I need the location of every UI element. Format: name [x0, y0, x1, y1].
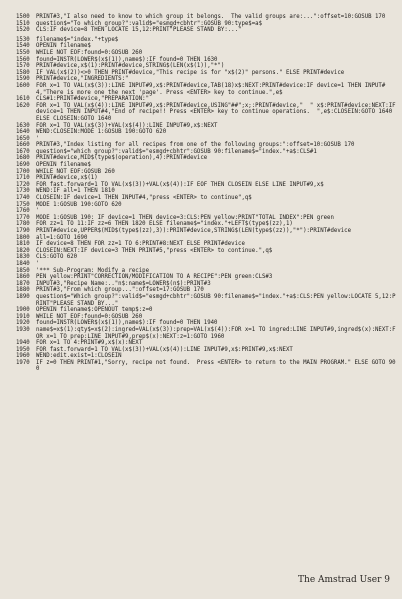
line-number: 1500 [16, 14, 30, 20]
line-number: 1620 [16, 102, 30, 109]
line-number: 1800 [16, 234, 30, 241]
line-code: WHILE NOT EOF:found=0:GOSUB 260 [36, 313, 143, 320]
line-number: 1580 [16, 69, 30, 76]
line-code: FOR zz=1 TO 11:IF zz=6 THEN 1820 ELSE filename$="index."+LEFT$(type$(zz),1) [36, 221, 293, 228]
listing-line [16, 123, 396, 130]
line-code: PEN yellow:PRINT"CORRECTION/MODIFICATION TO A RECIPE":PEN green:CLS#3 [36, 274, 273, 281]
line-code: PRINT#3,"I also need to know to which group it belongs. The valid groups are:...":offset=10:GOSUB 170 [36, 14, 386, 20]
listing-line [16, 57, 396, 64]
listing-line [16, 307, 396, 314]
line-number: 1960 [16, 353, 30, 360]
line-code: PRINT#device,"INGREDIENTS:" [36, 76, 129, 83]
line-number: 1530 [16, 36, 30, 43]
listing-line [16, 169, 396, 176]
listing-line [16, 76, 396, 83]
listing-line [16, 274, 396, 281]
listing-line [16, 96, 396, 103]
listing-line [16, 21, 396, 28]
listing-line [16, 50, 396, 57]
listing-line [16, 353, 396, 360]
line-code: FOR fast.forward=1 TO VAL(x$(3))+VAL(x$(4)):LINE INPUT#9,x$:PRINT#9,x$:NEXT [36, 346, 293, 353]
listing-line [16, 129, 396, 136]
listing-line [16, 188, 396, 195]
line-number: 1710 [16, 175, 30, 182]
listing-line [16, 228, 396, 235]
line-code: ' [36, 135, 40, 142]
line-number: 1920 [16, 320, 30, 327]
listing-line [16, 360, 396, 373]
line-number: 1790 [16, 228, 30, 234]
line-code: ' [36, 208, 40, 215]
line-code: FOR fast.forward=1 TO VAL(x$(3))+VAL(x$(4)):IF EOF THEN CLOSEIN ELSE LINE INPUT#9,x$ [36, 181, 324, 188]
line-code: FOR x=1 TO VAL(x$(4)):LINE INPUT#9,x$:PRINT#device,USING"##";x;:PRINT#device," " x$:PRINT#device:NEXT:IF device=1 THEN INPUT#4,"End of recipe!! Press <ENTER> key to continue operations. ",e$:CLOSEIN:GOTO 1640 ELSE CLOSEIN:GOTO 1640 [36, 102, 399, 122]
line-number: 1930 [16, 326, 30, 333]
listing-line [16, 27, 396, 34]
line-code: OPENIN filename$ [36, 162, 91, 169]
line-number: 1860 [16, 274, 30, 281]
line-number: 1570 [16, 63, 30, 70]
line-number: 1750 [16, 201, 30, 208]
listing-line [16, 14, 396, 21]
line-code: WEND:CLOSEIN:MODE 1:GOSUB 190:GOTO 620 [36, 129, 167, 136]
line-code: found=INSTR(LOWER$(x$(1)),name$):IF found=0 THEN 1630 [36, 56, 218, 63]
listing-line [16, 347, 396, 354]
line-code: CLOSEIN:NEXT:IF device=3 THEN PRINT#5,"press <ENTER> to continue.",q$ [36, 247, 273, 254]
line-code: '*** Sub-Program: Modify a recipe [36, 267, 149, 274]
line-code: INPUT#3,"Recipe Name:.."n$:name$=LOWER$(n$):PRINT#3 [36, 280, 211, 287]
listing-line [16, 195, 396, 202]
line-code: WHILE NOT EOF:GOSUB 260 [36, 168, 115, 175]
listing-line [16, 155, 396, 162]
line-number: 1600 [16, 82, 30, 89]
page-footer: The Amstrad User 9 [298, 575, 390, 585]
line-number: 1730 [16, 188, 30, 195]
listing-line [16, 320, 396, 327]
listing-line [16, 241, 396, 248]
line-code: CLS#1:PRINT#device,"PREPARATION:" [36, 96, 149, 103]
line-number: 1720 [16, 181, 30, 188]
line-code: IF VAL(x$(2))<>0 THEN PRINT#device,"This recipe is for "x$(2)" persons." ELSE PRINT#device [36, 69, 345, 76]
line-code: question$="To which group?":valid$="esmgd+cbhtr":GOSUB 90:type$=a$ [36, 20, 262, 27]
listing-line [16, 142, 396, 149]
line-number: 1520 [16, 27, 30, 34]
line-code: FOR x=1 TO 4:PRINT#9,x$(x):NEXT [36, 340, 143, 347]
line-number: 1850 [16, 267, 30, 274]
listing-line [16, 149, 396, 156]
line-code: MODE 1:GOSUB 190: IF device=1 THEN device=3:CLS:PEN yellow:PRINT"TOTAL INDEX":PEN green [36, 214, 334, 221]
line-code: WEND:edit.exist=1:CLOSEIN [36, 353, 122, 360]
line-code: FOR x=1 TO VAL(x$(3))+VAL(x$(4)):LINE INPUT#9,x$:NEXT [36, 122, 218, 129]
line-code: IF z=0 THEN PRINT#1,"Sorry, recipe not found. Press <ENTER> to return to the MAIN PROGRAM." ELSE GOTO 900 [36, 359, 396, 373]
listing-line [16, 175, 396, 182]
listing-line [16, 43, 396, 50]
listing-line [16, 202, 396, 209]
listing-line [16, 37, 396, 44]
listing-line [16, 340, 396, 347]
line-code: FOR x=1 TO VAL(x$(3)):LINE INPUT#9,x$:PRINT#device,TAB(18)x$:NEXT:PRINT#device:IF device=1 THEN INPUT#4,"There is more one the next 'page'. Press <ENTER> key to continue.",e$ [36, 82, 386, 96]
listing-line [16, 83, 396, 96]
listing-line [16, 235, 396, 242]
line-number: 1870 [16, 280, 30, 287]
listing-line [16, 261, 396, 268]
listing-line [16, 254, 396, 261]
listing-line [16, 102, 399, 123]
line-number: 1560 [16, 56, 30, 63]
line-code: WEND:IF all=1 THEN 1810 [36, 188, 115, 195]
line-number: 1700 [16, 168, 30, 175]
line-number: 1660 [16, 142, 30, 149]
listing-line [16, 215, 396, 222]
listing-line [16, 136, 396, 143]
listing-line [16, 182, 396, 189]
line-number: 1540 [16, 43, 30, 50]
line-code: PRINT#device,MID$(type$(operation),4):PRINT#device [36, 155, 208, 162]
line-code: CLS:IF device=8 THEN LOCATE 15,12:PRINT"PLEASE STAND BY:..." [36, 27, 242, 34]
line-code: PRINT#device,x$(1):PRINT#device,STRING$(LEN(x$(1)),"*") [36, 63, 225, 70]
listing-line [16, 208, 396, 215]
line-number: 1740 [16, 195, 30, 202]
line-code: question$="which group?":valid$="esmgd+cbhtr":GOSUB 90:filename$="index."+a$:CLS#1 [36, 148, 317, 155]
line-code: CLOSEIN:IF device=1 THEN INPUT#4,"press <ENTER> to continue",q$ [36, 195, 252, 202]
line-number: 1890 [16, 293, 30, 300]
line-code: CLS:GOTO 620 [36, 254, 78, 261]
basic-program-listing [16, 14, 399, 373]
listing-line [16, 63, 396, 70]
line-number: 1830 [16, 254, 30, 261]
line-number: 1840 [16, 260, 30, 267]
line-code: PRINT#3,"Index listing for all recipes from one of the following groups:":offset=10:GOSUB 170 [36, 142, 355, 149]
listing-line [16, 70, 396, 77]
line-code: IF device=8 THEN FOR zz=1 TO 6:PRINT#8:NEXT ELSE PRINT#device [36, 241, 245, 248]
line-number: 1950 [16, 346, 30, 353]
listing-line [16, 327, 396, 340]
line-number: 1640 [16, 129, 30, 136]
line-number: 1650 [16, 135, 30, 142]
line-number: 1610 [16, 96, 30, 103]
line-code: question$="Which group?":valid$="esmgd+cbhtr":GOSUB 90:filename$="index."+a$:CLS:PEN yellow:LOCATE 5,12:PRINT"PLEASE STAND BY..." [36, 293, 396, 307]
line-code: found=INSTR(LOWER$(x$(1)),name$):IF found=0 THEN 1940 [36, 320, 218, 327]
listing-line [16, 268, 396, 275]
line-number: 1970 [16, 359, 30, 366]
line-code: OPENIN filename$ [36, 43, 91, 50]
line-number: 1910 [16, 313, 30, 320]
line-number: 1590 [16, 76, 30, 83]
line-number: 1810 [16, 241, 30, 248]
line-code: all=1:GOTO 1690 [36, 234, 88, 241]
line-code: filename$="index."+type$ [36, 36, 119, 43]
line-code: OPENIN filename$:OPENOUT temp$:z=0 [36, 307, 153, 314]
line-number: 1670 [16, 148, 30, 155]
line-number: 1880 [16, 287, 30, 294]
line-number: 1820 [16, 247, 30, 254]
listing-line [16, 221, 396, 228]
line-number: 1690 [16, 162, 30, 169]
line-number: 1510 [16, 20, 30, 27]
line-number: 1760 [16, 208, 30, 215]
line-code: PRINT#device,x$(1) [36, 175, 98, 182]
listing-line [16, 287, 396, 294]
listing-line [16, 162, 396, 169]
line-number: 1900 [16, 307, 30, 314]
listing-line [16, 248, 396, 255]
listing-line [16, 294, 396, 307]
listing-line [16, 314, 396, 321]
listing-line [16, 281, 396, 288]
line-code: name$=x$(1):qty$=x$(2):ingred=VAL(x$(3)):prep=VAL(x$(4)):FOR x=1 TO ingred:LINE INPUT#9,ingred$(x):NEXT:FOR x=1 TO prep:LINE INPUT#9,prep$(x):NEXT:z=1:GOTO 1960 [36, 326, 396, 340]
line-number: 1770 [16, 214, 30, 221]
line-code: PRINT#3,"From which group...":offset=17:GOSUB 170 [36, 287, 204, 294]
line-number: 1630 [16, 122, 30, 129]
line-number: 1680 [16, 155, 30, 162]
line-code: WHILE NOT EOF:found=0:GOSUB 260 [36, 49, 143, 56]
line-code: PRINT#device,UPPER$(MID$(type$(zz),3)):PRINT#device,STRING$(LEN(type$(zz)),"*"):PRINT#device [36, 228, 352, 234]
line-number: 1550 [16, 49, 30, 56]
line-number: 1940 [16, 340, 30, 347]
line-number: 1780 [16, 221, 30, 228]
line-code: MODE 1:GOSUB 190:GOTO 620 [36, 201, 122, 208]
line-code: ' [36, 260, 40, 267]
